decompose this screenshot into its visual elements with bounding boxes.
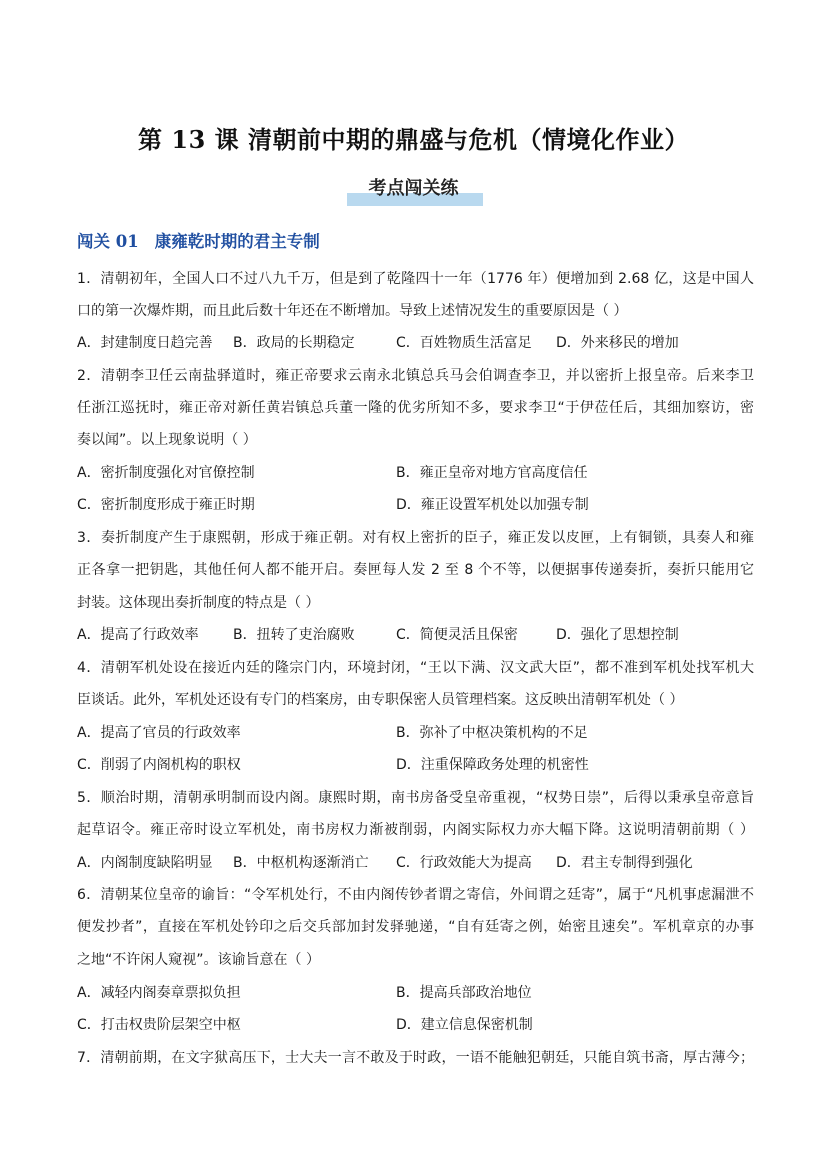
q4-option-c: C．削弱了内阁机构的职权: [77, 757, 241, 773]
q1-option-a: A．封建制度日趋完善: [77, 335, 213, 351]
q6-option-b: B．提高兵部政治地位: [396, 985, 532, 1001]
q2-option-b: B．雍正皇帝对地方官高度信任: [396, 465, 588, 481]
section-name: 康雍乾时期的君主专制: [154, 232, 320, 251]
q3-line-3: 封装。这体现出奏折制度的特点是（ ）: [77, 595, 320, 611]
q6-option-c: C．打击权贵阶层架空中枢: [77, 1017, 241, 1033]
q4-option-a: A．提高了官员的行政效率: [77, 725, 241, 741]
q1-option-c: C．百姓物质生活富足: [396, 335, 532, 351]
q4-option-d: D．注重保障政务处理的机密性: [396, 757, 589, 773]
page-title: 第 13 课 清朝前中期的鼎盛与危机（情境化作业）: [138, 125, 689, 154]
q6-option-d: D．建立信息保密机制: [396, 1017, 533, 1033]
q6-line-2: 便发抄者”，直接在军机处钤印之后交兵部加封发驿驰递，“自有廷寄之例，始密且速矣”。军机章京的办事: [77, 919, 754, 935]
q2-line-3: 奏以闻”。以上现象说明（ ）: [77, 432, 257, 448]
q1-line-2: 口的第一次爆炸期，而且此后数十年还在不断增加。导致上述情况发生的重要原因是（ ）: [77, 303, 628, 319]
q2-option-c: C．密折制度形成于雍正时期: [77, 497, 255, 513]
q2-option-a: A．密折制度强化对官僚控制: [77, 465, 255, 481]
q4-line-2: 臣谈话。此外，军机处还设有专门的档案房，由专职保密人员管理档案。这反映出清朝军机处（ ）: [77, 692, 684, 708]
q1-option-b: B．政局的长期稳定: [233, 335, 355, 351]
q1-option-d: D．外来移民的增加: [556, 335, 679, 351]
q4-option-b: B．弥补了中枢决策机构的不足: [396, 725, 588, 741]
section-badge: 考点闯关练: [357, 176, 471, 206]
section-number: 闯关 01: [77, 232, 139, 251]
q3-line-2: 正各拿一把钥匙，其他任何人都不能开启。奏匣每人发 2 至 8 个不等，以便据事传递奏折，奏折只能用它: [77, 562, 754, 578]
q6-option-a: A．减轻内阁奏章票拟负担: [77, 985, 241, 1001]
q5-option-a: A．内阁制度缺陷明显: [77, 855, 213, 871]
q5-line-2: 起草诏令。雍正帝时设立军机处，南书房权力渐被削弱，内阁实际权力亦大幅下降。这说明清朝前期（ ）: [77, 822, 754, 838]
q3-option-a: A．提高了行政效率: [77, 627, 199, 643]
q6-line-1: 6．清朝某位皇帝的谕旨：“令军机处行，不由内阁传钞者谓之寄信，外间谓之廷寄”，属于“凡机事虑漏泄不: [77, 887, 754, 903]
section-heading: [77, 228, 320, 252]
q3-line-1: 3．奏折制度产生于康熙朝，形成于雍正朝。对有权上密折的臣子，雍正发以皮匣，上有铜锁，具奏人和雍: [77, 530, 754, 546]
q1-line-1: 1．清朝初年，全国人口不过八九千万，但是到了乾隆四十一年（1776 年）便增加到 2.68 亿，这是中国人: [77, 271, 754, 287]
q5-option-b: B．中枢机构逐渐消亡: [233, 855, 369, 871]
q3-option-c: C．简便灵活且保密: [396, 627, 518, 643]
q7-line-1: 7．清朝前期，在文字狱高压下，士大夫一言不敢及于时政，一语不能触犯朝廷，只能自筑书斋，厚古薄今；: [77, 1050, 754, 1066]
q2-option-d: D．雍正设置军机处以加强专制: [396, 497, 589, 513]
q5-option-d: D．君主专制得到强化: [556, 855, 693, 871]
q5-option-c: C．行政效能大为提高: [396, 855, 532, 871]
q2-line-1: 2．清朝李卫任云南盐驿道时，雍正帝要求云南永北镇总兵马会伯调查李卫，并以密折上报皇帝。后来李卫: [77, 368, 754, 384]
q4-line-1: 4．清朝军机处设在接近内廷的隆宗门内，环境封闭，“王以下满、汉文武大臣”，都不准到军机处找军机大: [77, 660, 754, 676]
q3-option-d: D．强化了思想控制: [556, 627, 679, 643]
q3-option-b: B．扭转了吏治腐败: [233, 627, 355, 643]
q2-line-2: 任浙江巡抚时，雍正帝对新任黄岩镇总兵董一隆的优劣所知不多，要求李卫“于伊莅任后，其细加察访，密: [77, 400, 754, 416]
q5-line-1: 5．顺治时期，清朝承明制而设内阁。康熙时期，南书房备受皇帝重视，“权势日崇”，后得以秉承皇帝意旨: [77, 790, 754, 806]
q6-line-3: 之地“不许闲人窥视”。该谕旨意在（ ）: [77, 952, 320, 968]
